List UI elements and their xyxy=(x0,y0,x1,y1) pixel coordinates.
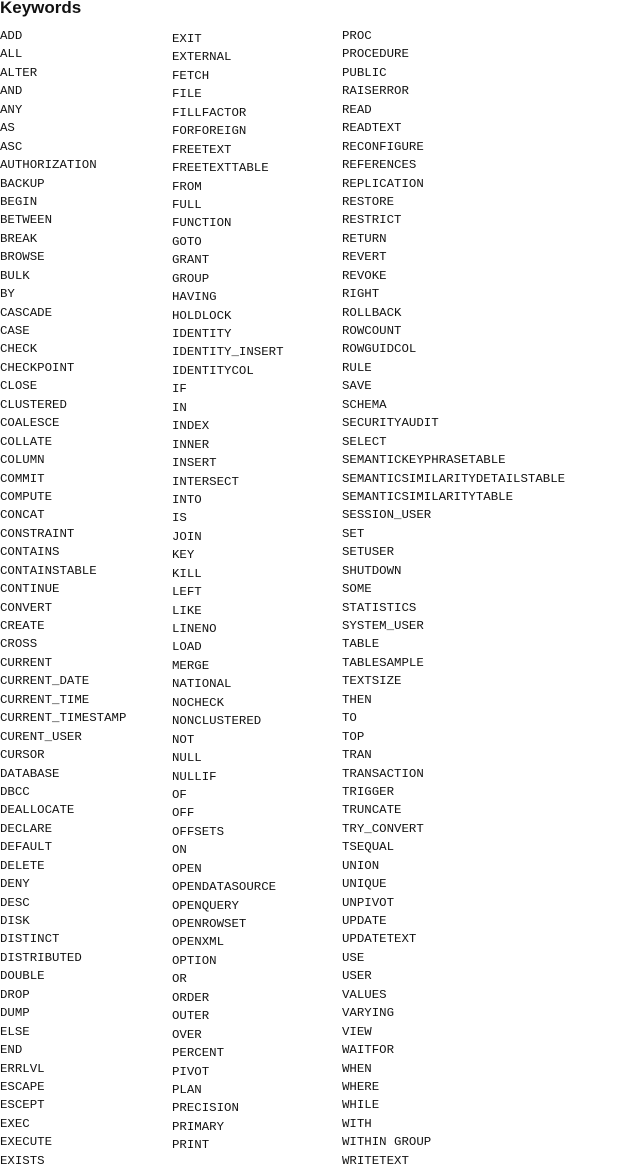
keyword-item: BREAK xyxy=(0,231,38,246)
keyword-item: OFFSETS xyxy=(172,824,225,839)
keyword-item: VARYING xyxy=(342,1006,395,1021)
keyword-item: ON xyxy=(172,843,187,858)
keyword-item: BROWSE xyxy=(0,250,45,265)
keyword-item: NULLIF xyxy=(172,769,217,784)
keyword-item: TABLESAMPLE xyxy=(342,655,424,670)
keyword-column-1 xyxy=(0,27,126,1170)
keyword-item: READ xyxy=(342,102,372,117)
keyword-item: CONSTRAINT xyxy=(0,526,75,541)
keyword-item: FILE xyxy=(172,87,202,102)
keyword-item: HOLDLOCK xyxy=(172,308,232,323)
keyword-item: SOME xyxy=(342,582,372,597)
keyword-item: RESTRICT xyxy=(342,213,402,228)
keyword-item: ANY xyxy=(0,102,23,117)
keyword-item: CONTAINSTABLE xyxy=(0,563,97,578)
keyword-item: SECURITYAUDIT xyxy=(342,416,439,431)
keyword-item: WAITFOR xyxy=(342,1043,395,1058)
keyword-item: CASCADE xyxy=(0,305,53,320)
keyword-item: CHECKPOINT xyxy=(0,360,75,375)
keyword-item: BETWEEN xyxy=(0,213,53,228)
keyword-item: PRIMARY xyxy=(172,1119,225,1134)
keyword-item: UPDATE xyxy=(342,914,387,928)
keyword-item: AS xyxy=(0,121,15,136)
keyword-item: OPENDATASOURCE xyxy=(172,880,277,895)
keyword-item: RAISERROR xyxy=(342,84,409,99)
keyword-item: CURRENT xyxy=(0,655,53,670)
keyword-item: COLLATE xyxy=(0,434,53,449)
keyword-item: TABLE xyxy=(342,637,380,652)
keyword-item: TO xyxy=(342,711,357,726)
keyword-item: FREETEXTTABLE xyxy=(172,161,269,176)
keyword-item: KILL xyxy=(172,566,202,581)
keyword-item: VALUES xyxy=(342,987,387,1002)
keyword-item: ELSE xyxy=(0,1024,30,1039)
keyword-item: CURENT_USER xyxy=(0,729,82,744)
keyword-item: PRINT xyxy=(172,1138,210,1153)
keyword-item: REPLICATION xyxy=(342,176,424,191)
keyword-item: DUMP xyxy=(0,1006,30,1021)
keyword-item: RESTORE xyxy=(342,194,395,209)
keyword-item: OR xyxy=(172,972,187,987)
keyword-item: RULE xyxy=(342,360,372,375)
keyword-item: THEN xyxy=(342,692,372,707)
keyword-item: OPENXML xyxy=(172,935,225,950)
keyword-item: RETURN xyxy=(342,231,387,246)
keyword-item: DEFAULT xyxy=(0,840,53,855)
keyword-item: OUTER xyxy=(172,1009,210,1024)
keyword-item: USER xyxy=(342,969,372,984)
keyword-item: FROM xyxy=(172,179,202,194)
keyword-item: UNPIVOT xyxy=(342,895,395,910)
keyword-item: USE xyxy=(342,950,365,965)
keyword-item: SAVE xyxy=(342,379,372,394)
keyword-item: CASE xyxy=(0,324,30,338)
keyword-item: DESC xyxy=(0,895,30,910)
keyword-item: REVERT xyxy=(342,250,387,265)
keyword-item: GROUP xyxy=(172,271,210,286)
keyword-item: TRIGGER xyxy=(342,784,395,799)
keyword-item: CURRENT_TIME xyxy=(0,692,90,707)
keyword-item: EXEC xyxy=(0,1116,30,1131)
keyword-item: SETUSER xyxy=(342,545,395,560)
keyword-item: LINENO xyxy=(172,622,217,636)
keyword-item: DISTINCT xyxy=(0,932,60,947)
keyword-item: KEY xyxy=(172,548,195,563)
keyword-item: ASC xyxy=(0,139,23,154)
keyword-item: BULK xyxy=(0,268,30,283)
keyword-item: JOIN xyxy=(172,529,202,544)
keyword-item: AND xyxy=(0,84,23,99)
keyword-item: OPTION xyxy=(172,953,217,968)
keyword-item: TRAN xyxy=(342,748,372,763)
keyword-item: FILLFACTOR xyxy=(172,105,247,120)
keyword-item: PERCENT xyxy=(172,1046,225,1061)
keyword-item: CURSOR xyxy=(0,748,45,763)
keyword-item: STATISTICS xyxy=(342,600,417,615)
keyword-item: DBCC xyxy=(0,784,30,799)
keyword-item: TOP xyxy=(342,729,365,744)
keyword-item: BACKUP xyxy=(0,176,45,191)
keyword-item: GOTO xyxy=(172,234,202,249)
keyword-item: SELECT xyxy=(342,434,387,449)
keyword-item: CONCAT xyxy=(0,508,45,523)
page-title: Keywords xyxy=(0,0,82,17)
keyword-item: ALTER xyxy=(0,65,38,80)
keyword-item: WITHIN GROUP xyxy=(342,1135,432,1150)
keyword-item: PRECISION xyxy=(172,1101,239,1116)
keyword-item: INDEX xyxy=(172,419,210,434)
keyword-item: IS xyxy=(172,511,187,526)
keyword-item: SEMANTICKEYPHRASETABLE xyxy=(342,453,506,468)
keyword-item: CREATE xyxy=(0,619,45,633)
keyword-item: END xyxy=(0,1043,23,1058)
keyword-item: WHILE xyxy=(342,1098,380,1113)
keyword-item: CROSS xyxy=(0,637,38,652)
keyword-item: EXECUTE xyxy=(0,1135,53,1150)
keyword-item: ROWCOUNT xyxy=(342,324,402,338)
keyword-item: ESCAPE xyxy=(0,1079,45,1094)
keyword-item: PROCEDURE xyxy=(342,47,409,62)
keyword-item: TRY_CONVERT xyxy=(342,821,424,836)
keyword-item: REVOKE xyxy=(342,268,387,283)
keyword-column-3 xyxy=(342,27,565,1170)
keyword-item: IN xyxy=(172,400,187,415)
keyword-item: RIGHT xyxy=(342,287,380,302)
keyword-item: WHEN xyxy=(342,1061,372,1076)
keyword-item: NOT xyxy=(172,732,195,747)
keyword-item: FORFOREIGN xyxy=(172,124,247,139)
keyword-item: TSEQUAL xyxy=(342,840,395,855)
keyword-item: READTEXT xyxy=(342,121,402,136)
keyword-item: DOUBLE xyxy=(0,969,45,984)
keyword-item: OVER xyxy=(172,1027,202,1042)
keyword-item: LOAD xyxy=(172,640,202,655)
keyword-item: UNION xyxy=(342,858,380,873)
keyword-item: ERRLVL xyxy=(0,1061,45,1076)
keyword-item: INSERT xyxy=(172,456,217,471)
keyword-item: IDENTITYCOL xyxy=(172,363,254,378)
keyword-item: EXISTS xyxy=(0,1153,45,1168)
keyword-item: COALESCE xyxy=(0,416,60,431)
keyword-item: COMMIT xyxy=(0,471,45,486)
keyword-item: WITH xyxy=(342,1116,372,1131)
keyword-item: CLOSE xyxy=(0,379,38,394)
keyword-item: RECONFIGURE xyxy=(342,139,424,154)
keyword-item: OPENROWSET xyxy=(172,917,247,931)
keyword-item: DEALLOCATE xyxy=(0,803,75,818)
keyword-item: TRUNCATE xyxy=(342,803,402,818)
keyword-item: FREETEXT xyxy=(172,142,232,157)
keyword-item: NULL xyxy=(172,751,202,766)
keyword-item: NONCLUSTERED xyxy=(172,714,262,729)
keyword-item: MERGE xyxy=(172,658,210,673)
keyword-item: WRITETEXT xyxy=(342,1153,409,1168)
keyword-item: DROP xyxy=(0,987,30,1002)
keyword-item: UPDATETEXT xyxy=(342,932,417,947)
keyword-item: ROLLBACK xyxy=(342,305,402,320)
keyword-item: ALL xyxy=(0,47,23,62)
keyword-item: DISTRIBUTED xyxy=(0,950,82,965)
keyword-item: CURRENT_DATE xyxy=(0,674,90,689)
keyword-item: AUTHORIZATION xyxy=(0,158,97,173)
keyword-item: SCHEMA xyxy=(342,397,387,412)
keyword-item: SHUTDOWN xyxy=(342,563,402,578)
keyword-item: VIEW xyxy=(342,1024,372,1039)
keyword-item: ESCEPT xyxy=(0,1098,45,1113)
keyword-item: EXIT xyxy=(172,32,202,46)
keyword-item: REFERENCES xyxy=(342,158,417,173)
keyword-item: PUBLIC xyxy=(342,65,387,80)
keyword-item: BEGIN xyxy=(0,194,38,209)
keyword-item: HAVING xyxy=(172,290,217,305)
keyword-item: SET xyxy=(342,526,365,541)
keyword-item: IF xyxy=(172,382,187,397)
keyword-item: INTO xyxy=(172,492,202,507)
keyword-item: TEXTSIZE xyxy=(342,674,402,689)
keyword-item: FULL xyxy=(172,197,202,212)
keyword-item: BY xyxy=(0,287,15,302)
keyword-item: LEFT xyxy=(172,585,202,600)
keyword-item: IDENTITY_INSERT xyxy=(172,345,284,360)
keyword-item: GRANT xyxy=(172,253,210,268)
keyword-item: OPENQUERY xyxy=(172,898,239,913)
keyword-item: NOCHECK xyxy=(172,695,225,710)
keyword-item: DISK xyxy=(0,914,30,928)
keyword-item: COMPUTE xyxy=(0,489,53,504)
keyword-item: COLUMN xyxy=(0,453,45,468)
keyword-item: SEMANTICSIMILARITYTABLE xyxy=(342,489,514,504)
keyword-item: TRANSACTION xyxy=(342,766,424,781)
keyword-item: EXTERNAL xyxy=(172,50,232,65)
keyword-item: ORDER xyxy=(172,990,210,1005)
keyword-item: DATABASE xyxy=(0,766,60,781)
keyword-item: IDENTITY xyxy=(172,327,232,341)
keyword-item: ADD xyxy=(0,29,23,43)
keyword-item: OPEN xyxy=(172,861,202,876)
keyword-item: WHERE xyxy=(342,1079,380,1094)
keyword-item: DELETE xyxy=(0,858,45,873)
keyword-item: PLAN xyxy=(172,1082,202,1097)
keyword-item: NATIONAL xyxy=(172,677,232,692)
keyword-item: INNER xyxy=(172,437,210,452)
keyword-item: FUNCTION xyxy=(172,216,232,231)
keyword-item: ROWGUIDCOL xyxy=(342,342,417,357)
keyword-item: INTERSECT xyxy=(172,474,239,489)
keyword-item: UNIQUE xyxy=(342,877,387,892)
keyword-item: PROC xyxy=(342,29,372,43)
keyword-item: CONTINUE xyxy=(0,582,60,597)
keyword-item: OF xyxy=(172,787,187,802)
keyword-item: FETCH xyxy=(172,68,210,83)
keyword-item: OFF xyxy=(172,806,195,821)
keyword-item: LIKE xyxy=(172,603,202,618)
keyword-item: DENY xyxy=(0,877,30,892)
keyword-column-2 xyxy=(172,30,284,1155)
keyword-item: CHECK xyxy=(0,342,38,357)
keyword-item: CONVERT xyxy=(0,600,53,615)
keyword-item: SYSTEM_USER xyxy=(342,619,424,633)
keyword-item: CURRENT_TIMESTAMP xyxy=(0,711,127,726)
keyword-item: CONTAINS xyxy=(0,545,60,560)
keyword-item: CLUSTERED xyxy=(0,397,67,412)
keyword-item: SEMANTICSIMILARITYDETAILSTABLE xyxy=(342,471,566,486)
keyword-item: SESSION_USER xyxy=(342,508,432,523)
keyword-item: DECLARE xyxy=(0,821,53,836)
keyword-item: PIVOT xyxy=(172,1064,210,1079)
